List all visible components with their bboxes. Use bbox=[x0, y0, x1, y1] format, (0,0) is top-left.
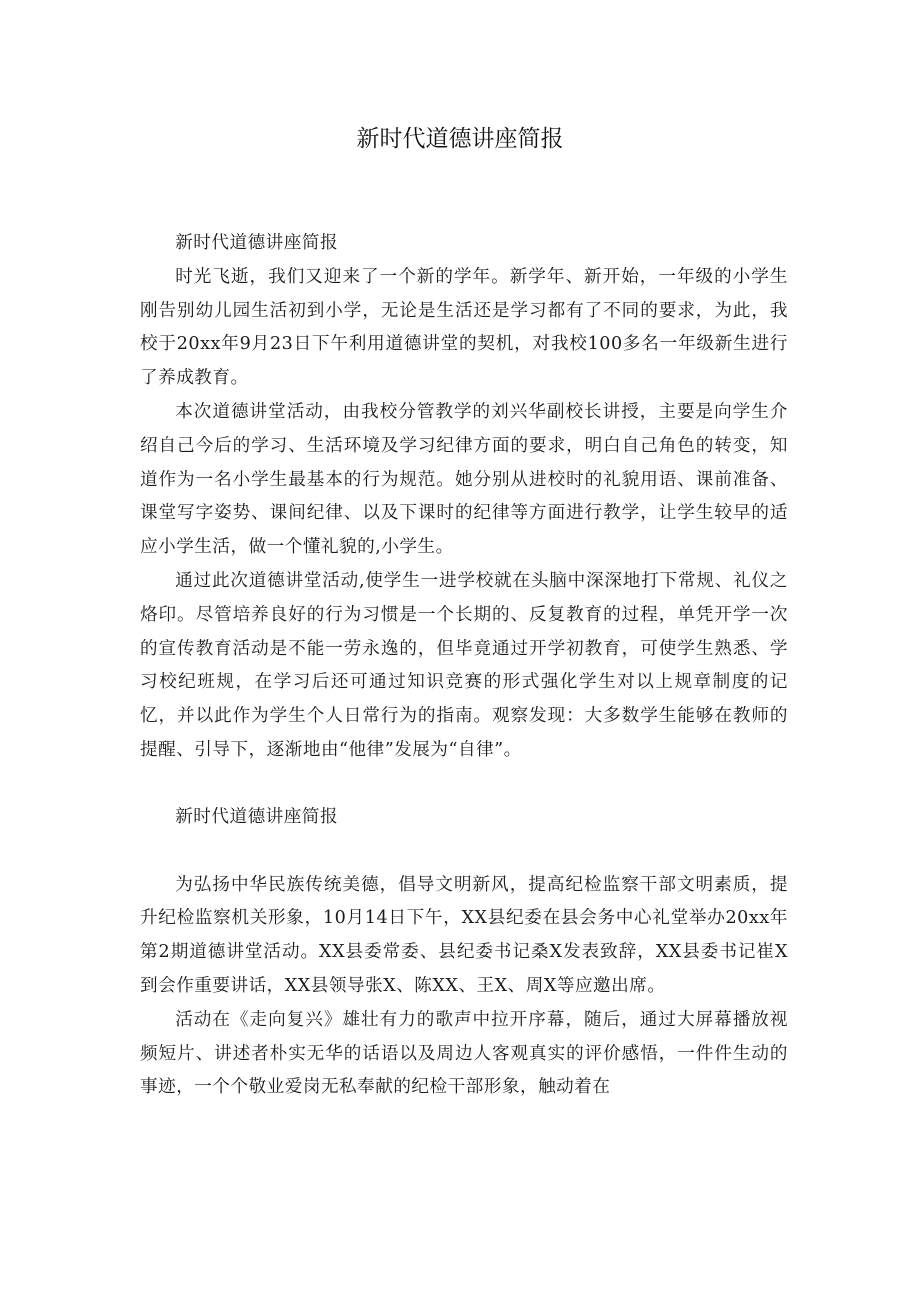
paragraph: 时光飞逝，我们又迎来了一个新的学年。新学年、新开始，一年级的小学生刚告别幼儿园生活初到小学，无论是生活还是学习都有了不同的要求，为此，我校于20xx年9月23日下午利用道德讲堂的契机，对我校100多名一年级新生进行了养成教育。 bbox=[140, 266, 788, 389]
document-title: 新时代道德讲座简报 bbox=[356, 126, 564, 152]
paragraph: 活动在《走向复兴》雄壮有力的歌声中拉开序幕，随后，通过大屏幕播放视频短片、讲述者朴实无华的话语以及周边人客观真实的评价感悟，一件件生动的事迹，一个个敬业爱岗无私奉献的纪检干部形象，触动着在 bbox=[140, 1009, 788, 1098]
paragraph: 为弘扬中华民族传统美德，倡导文明新风，提高纪检监察干部文明素质，提升纪检监察机关形象，10月14日下午，XX县纪委在县会务中心礼堂举办20xx年第2期道德讲堂活动。XX县委常委、县纪委书记桑X发表致辞，XX县委书记崔X到会作重要讲话，XX县领导张X、陈XX、王X、周X等应邀出席。 bbox=[140, 874, 788, 996]
spacer bbox=[140, 768, 788, 801]
paragraph: 本次道德讲堂活动，由我校分管教学的刘兴华副校长讲授，主要是向学生介绍自己今后的学习、生活环境及学习纪律方面的要求，明白自己角色的转变，知道作为一名小学生最基本的行为规范。她分别从进校时的礼貌用语、课前准备、课堂写字姿势、课间纪律、以及下课时的纪律等方面进行教学，让学生较早的适应小学生活，做一个懂礼貌的,小学生。 bbox=[140, 401, 788, 558]
section-heading: 新时代道德讲座简报 bbox=[175, 233, 339, 253]
spacer bbox=[140, 835, 788, 869]
document-body bbox=[140, 227, 788, 1105]
section-heading: 新时代道德讲座简报 bbox=[175, 806, 339, 827]
paragraph: 通过此次道德讲堂活动,使学生一进学校就在头脑中深深地打下常规、礼仪之烙印。尽管培养良好的行为习惯是一个长期的、反复教育的过程，单凭开学一次的宣传教育活动是不能一劳永逸的，但毕竟通过开学初教育，可使学生熟悉、学习校纪班规，在学习后还可通过知识竞赛的形式强化学生对以上规章制度的记忆，并以此作为学生个人日常行为的指南。观察发现：大多数学生能够在教师的提醒、引导下，逐渐地由“他律”发展为“自律”。 bbox=[140, 570, 788, 760]
